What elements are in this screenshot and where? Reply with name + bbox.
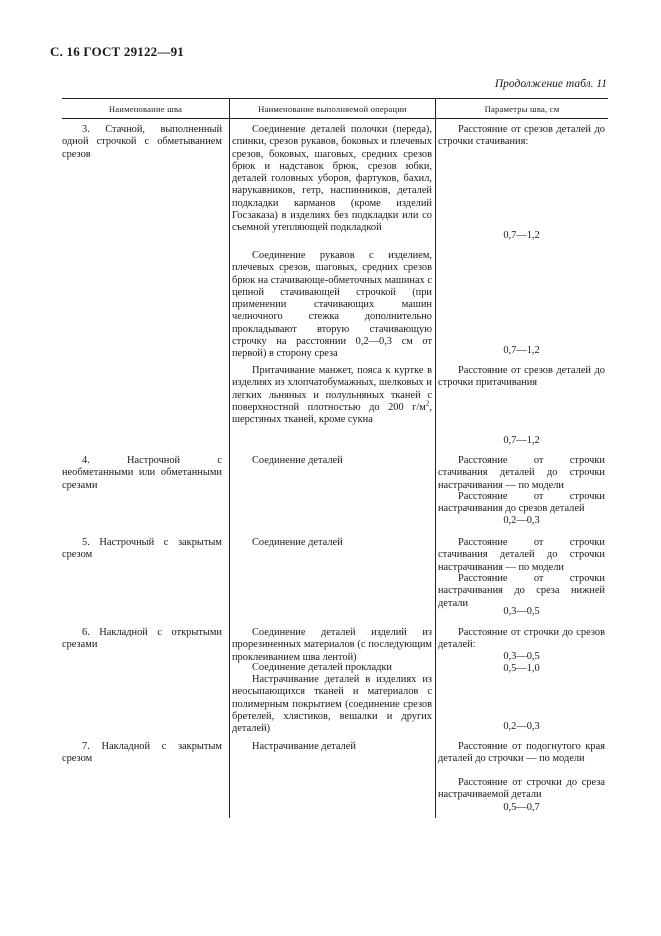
table-row-3-operation-3-superscript: 2: [425, 399, 430, 408]
table-row-5-seam-name: 5. Настрочный с закрытым срезом: [62, 537, 222, 561]
table-row-3-operation-1: Соединение деталей полочки (переда), спинки, срезов рукавов, боковых и плечевых срезов, боковых, шаговых, средних срезов брюк и надставок брюк, срезов юбки, деталей головных уборов, фартуков, бахил, нарукавников, гетр, наспинников, деталей подкладки карманов (кроме изделий Госзаказа) в изделиях без подкладки или со съемной утепляющей подкладкой: [232, 124, 432, 234]
table-row-6-value-3: 0,2—0,3: [503, 721, 540, 732]
table-row-6-param-1: Расстояние от строчки до срезов деталей:: [438, 627, 605, 651]
table-row-5-value: 0,3—0,5: [503, 606, 540, 617]
table-row-5-param-2: Расстояние от строчки настрачивания до среза нижней детали: [438, 573, 605, 609]
table-header-rule: [62, 118, 608, 119]
table-row-4-param-2: Расстояние от строчки настрачивания до срезов деталей: [438, 491, 605, 515]
table-row-4-value: 0,2—0,3: [503, 515, 540, 526]
table-row-4-seam-name: 4. Настрочной с необметанными или обметанными срезами: [62, 455, 222, 491]
table-row-6-value-2: 0,5—1,0: [503, 663, 540, 674]
table-row-7-param-2: Расстояние от строчки до среза настрачиваемой детали: [438, 777, 605, 801]
table-row-7-operation: Настрачивание деталей: [252, 741, 356, 752]
table-row-3-operation-3-text: Притачивание манжет, пояса к куртке в изделиях из хлопчатобумажных, шелковых и легких льняных и полульняных тканей с поверхностной плотностью до 200 г/м: [232, 365, 432, 413]
table-row-6-operation-3: Настрачивание деталей в изделиях из неосыпающихся тканей и материалов с полимерным покрытием (соединение срезов бретелей, хлястиков, вешалки и других деталей): [232, 674, 432, 735]
table-row-3-value-2: 0,7—1,2: [503, 345, 540, 356]
table-row-6-seam-name: 6. Накладной с открытыми срезами: [62, 627, 222, 651]
table-row-6-value-1: 0,3—0,5: [503, 651, 540, 662]
table-row-3-param-3: Расстояние от срезов деталей до строчки притачивания: [438, 365, 605, 389]
table-row-7-seam-name: 7. Накладной с закрытым срезом: [62, 741, 222, 765]
column-header-seam-name: Наименование шва: [108, 104, 183, 114]
table-row-7-value: 0,5—0,7: [503, 802, 540, 813]
table-row-5-param-1: Расстояние от строчки стачивания деталей до строчки настрачивания — по модели: [438, 537, 605, 573]
column-divider-1: [229, 98, 230, 818]
column-header-parameters: Параметры шва, см: [484, 104, 560, 114]
column-divider-2: [435, 98, 436, 818]
table-row-3-operation-2: Соединение рукавов с изделием, плечевых срезов, шаговых, средних срезов брюк на стачивающе-обметочных машинах с цепной стачивающей строчкой (при применении стачивающих машин челночного стежка дополнительно прокладывают вторую стачивающую строчку на расстоянии 0,2—0,3 см от первой) в сторону среза: [232, 250, 432, 360]
column-header-operation: Наименование выполняемой операции: [258, 104, 407, 114]
table-row-4-param-1: Расстояние от строчки стачивания деталей до строчки настрачивания — по модели: [438, 455, 605, 491]
table-row-3-value-3: 0,7—1,2: [503, 435, 540, 446]
table-row-5-operation: Соединение деталей: [252, 537, 343, 548]
page-header: С. 16 ГОСТ 29122—91: [50, 44, 184, 59]
table-row-3-seam-name: 3. Стачной, выполненный одной строчкой с обметыванием срезов: [62, 124, 222, 160]
table-row-6-operation-1: Соединение деталей изделий из прорезиненных материалов (с последующим проклеиванием шва лентой): [232, 627, 432, 663]
table-row-3-operation-3: [232, 365, 432, 426]
table-row-6-operation-2: Соединение деталей прокладки: [252, 662, 392, 673]
table-top-rule: [62, 98, 608, 99]
table-row-3-value-1: 0,7—1,2: [503, 230, 540, 241]
table-row-3-operation-3-tail: , шерстяных тканей, кроме сукна: [232, 401, 432, 426]
table-row-4-operation: Соединение деталей: [252, 455, 343, 466]
table-row-7-param-1: Расстояние от подогнутого края деталей до строчки — по модели: [438, 741, 605, 765]
table-row-3-param-1: Расстояние от срезов деталей до строчки стачивания:: [438, 124, 605, 148]
table-continuation-label: Продолжение табл. 11: [494, 78, 607, 90]
